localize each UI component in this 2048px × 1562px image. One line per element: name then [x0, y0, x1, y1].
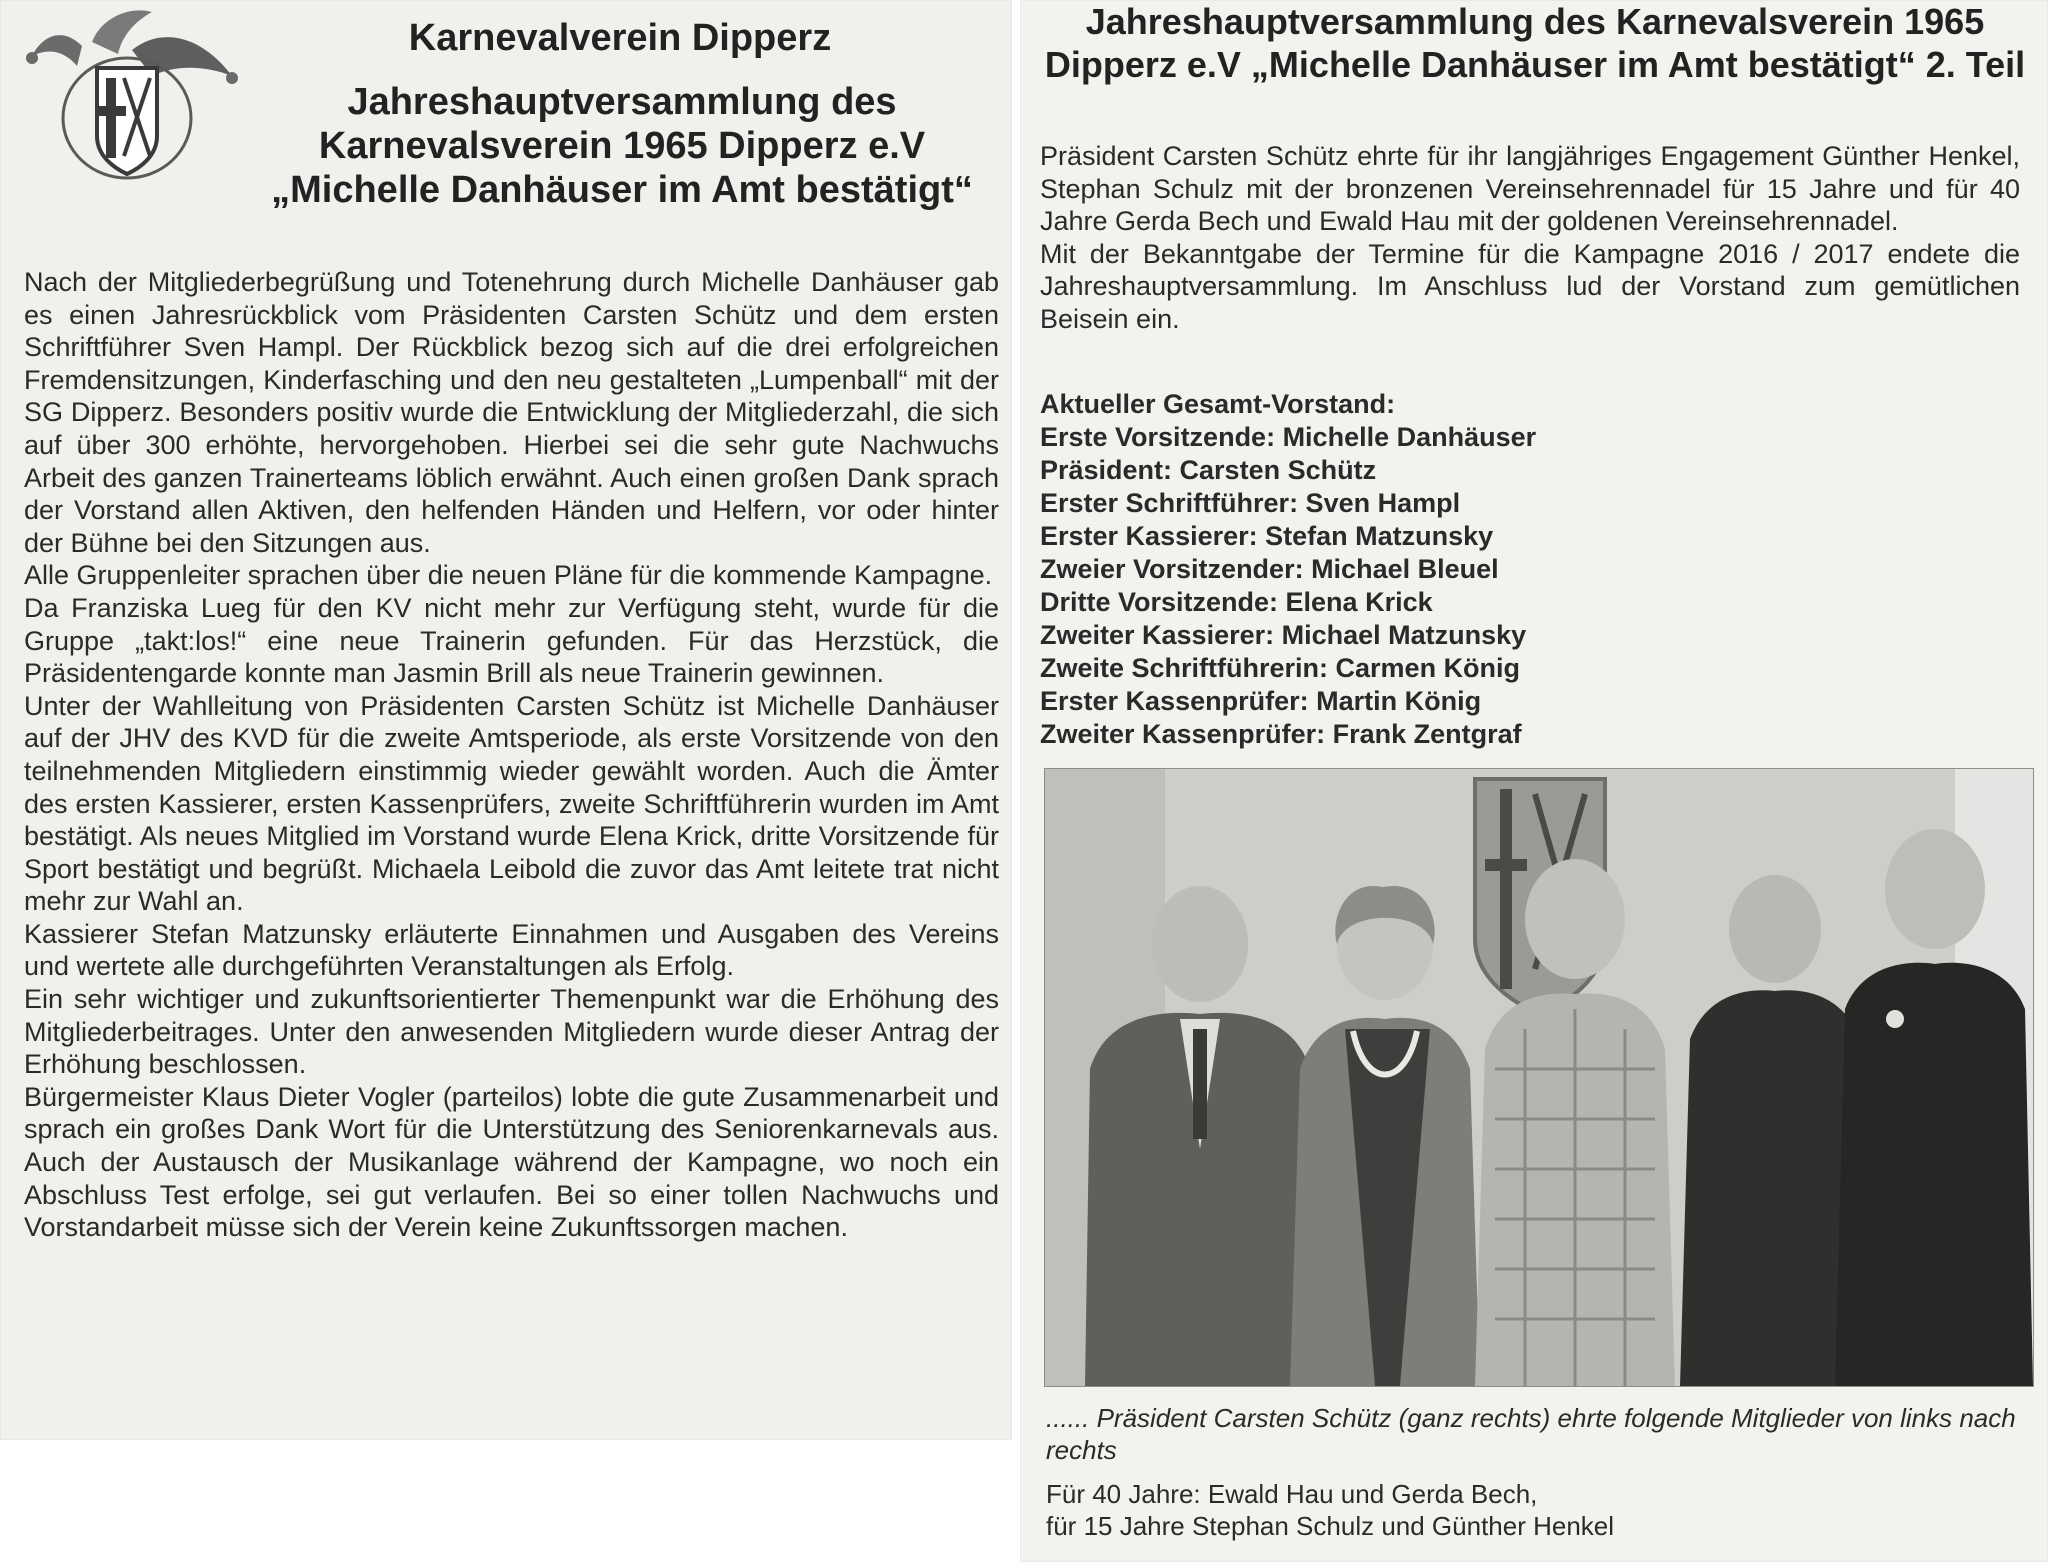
board-member: Erster Schriftführer: Sven Hampl [1040, 488, 1461, 518]
paragraph: Nach der Mitgliederbegrüßung und Totenehrung durch Michelle Danhäuser gab es einen Jahresrückblick vom Präsidenten Carsten Schütz und dem ersten Schriftführer Sven Hampl. Der Rückblick bezog sich auf die drei erfolgreichen Fremdensitzungen, Kinderfasching und den neu gestalteten „Lumpenball“ mit der SG Dipperz. Besonders positiv wurde die Entwicklung der Mitgliederzahl, die sich auf über 300 erhöhte, hervorgehoben. Hierbei sei die sehr gute Nachwuchs Arbeit des ganzen Trainerteams löblich erwähnt. Auch einen großen Dank sprach der Vorstand allen Aktiven, den helfenden Händen und Helfern, vor oder hinter der Bühne bei den Sitzungen aus. [24, 267, 999, 558]
board-member: Präsident: Carsten Schütz [1040, 455, 1377, 485]
paragraph: Da Franziska Lueg für den KV nicht mehr zur Verfügung steht, wurde für die Gruppe „takt:los!“ eine neue Trainerin gefunden. Für das Herzstück, die Präsidentengarde konnte man Jasmin Brill als neue Trainerin gewinnen. [24, 592, 999, 689]
club-logo [22, 6, 242, 182]
photo-caption-intro: ...... Präsident Carsten Schütz (ganz rechts) ehrte folgende Mitglieder von links nach rechts [1046, 1403, 2016, 1465]
board-member: Zweier Vorsitzender: Michael Bleuel [1040, 554, 1499, 584]
board-member: Erste Vorsitzende: Michelle Danhäuser [1040, 422, 1537, 452]
caption-line: Für 40 Jahre: Ewald Hau und Gerda Bech, [1046, 1479, 1538, 1509]
board-list [1040, 388, 1800, 751]
photo-caption-honorees [1046, 1478, 2026, 1542]
right-article-title: Jahreshauptversammlung des Karnevalsverein 1965 Dipperz e.V „Michelle Danhäuser im Amt bestätigt“ 2. Teil [1044, 1, 2026, 85]
paragraph: Mit der Bekanntgabe der Termine für die Kampagne 2016 / 2017 endete die Jahreshauptversammlung. Im Anschluss lud der Vorstand zum gemütlichen Beisein ein. [1040, 238, 2020, 334]
left-article-kicker: Karnevalverein Dipperz [408, 17, 832, 59]
club-logo-emblem [22, 6, 242, 182]
board-member: Dritte Vorsitzende: Elena Krick [1040, 587, 1433, 617]
board-member: Zweiter Kassenprüfer: Frank Zentgraf [1040, 719, 1522, 749]
group-photo [1044, 768, 2034, 1387]
paragraph: Kassierer Stefan Matzunsky erläuterte Einnahmen und Ausgaben des Vereins und wertete alle durchgeführten Veranstaltungen als Erfolg. [24, 918, 999, 982]
right-article-body [1040, 140, 2020, 336]
board-heading: Aktueller Gesamt-Vorstand: [1040, 389, 1396, 419]
board-member: Erster Kassenprüfer: Martin König [1040, 686, 1482, 716]
left-article-title: Jahreshauptversammlung des Karnevalsverein 1965 Dipperz e.V „Michelle Danhäuser im Amt bestätigt“ [271, 81, 973, 211]
group-photo-illustration [1045, 769, 2033, 1386]
paragraph: Unter der Wahlleitung von Präsidenten Carsten Schütz ist Michelle Danhäuser auf der JHV des KVD für die zweite Amtsperiode, als erste Vorsitzende von den teilnehmenden Mitgliedern einstimmig wieder gewählt worden. Auch die Ämter des ersten Kassierer, ersten Kassenprüfers, zweite Schriftführerin wurden im Amt bestätigt. Als neues Mitglied im Vorstand wurde Elena Krick, dritte Vorsitzende für Sport bestätigt und begrüßt. Michaela Leibold die zuvor das Amt leitete trat nicht mehr zur Wahl an. [24, 690, 999, 917]
board-member: Erster Kassierer: Stefan Matzunsky [1040, 521, 1494, 551]
board-member: Zweiter Kassierer: Michael Matzunsky [1040, 620, 1527, 650]
paragraph: Präsident Carsten Schütz ehrte für ihr langjähriges Engagement Günther Henkel, Stephan Schulz mit der bronzenen Vereinsehrennadel für 15 Jahre und für 40 Jahre Gerda Bech und Ewald Hau mit der goldenen Vereinsehrennadel. [1040, 141, 2020, 237]
left-article-body [24, 266, 999, 1244]
paragraph: Alle Gruppenleiter sprachen über die neuen Pläne für die kommende Kampagne. [24, 560, 993, 591]
caption-line: für 15 Jahre Stephan Schulz und Günther Henkel [1046, 1511, 1615, 1541]
board-member: Zweite Schriftführerin: Carmen König [1040, 653, 1521, 683]
paragraph: Ein sehr wichtiger und zukunftsorientierter Themenpunkt war die Erhöhung des Mitgliederbeitrages. Unter den anwesenden Mitgliedern wurde dieser Antrag der Erhöhung beschlossen. [24, 984, 999, 1080]
paragraph: Bürgermeister Klaus Dieter Vogler (parteilos) lobte die gute Zusammenarbeit und sprach ein großes Dank Wort für die Unterstützung des Seniorenkarnevals aus. Auch der Austausch der Musikanlage während der Kampagne, wo noch ein Abschluss Test erfolge, sei gut verlaufen. Bei so einer tollen Nachwuchs und Vorstandarbeit müsse sich der Verein keine Zukunftssorgen machen. [24, 1081, 999, 1243]
